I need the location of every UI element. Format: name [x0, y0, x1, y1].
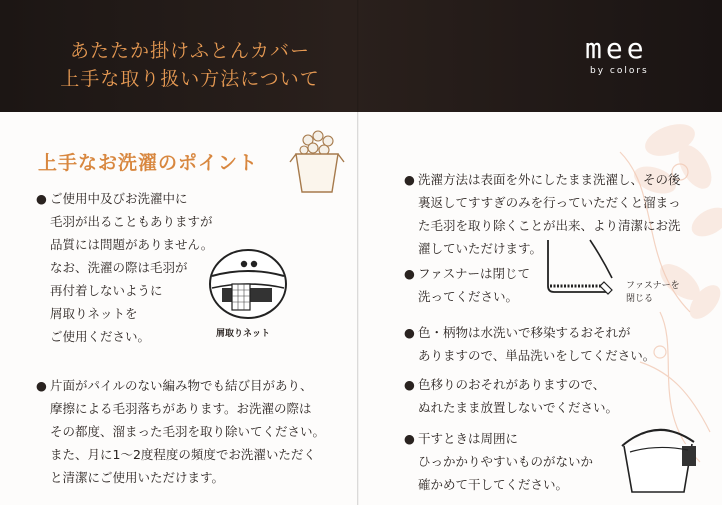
washing-machine-icon: [206, 244, 290, 322]
text-line: 閉じる: [626, 294, 654, 304]
bullet: ●: [36, 191, 47, 206]
text-line: 裏返してすすぎのみを行っていただくと溜まっ: [418, 195, 681, 210]
bullet: ●: [404, 325, 415, 340]
right-item-3: [404, 321, 656, 367]
bullet: ●: [404, 266, 415, 281]
text-line: ありますので、単品洗いをしてください。: [418, 348, 656, 363]
laundry-basket-icon: [288, 126, 346, 194]
drying-icon: [612, 416, 702, 494]
text-line: た毛羽を取り除くことが出来、より清潔にお洗: [418, 218, 681, 233]
left-item-1: [36, 187, 214, 348]
zipper-icon: [546, 238, 622, 296]
text-line: 屑取りネットを: [50, 306, 138, 321]
text-line: ぬれたまま放置しないでください。: [418, 400, 619, 415]
text-line: 毛羽が出ることもありますが: [50, 214, 213, 229]
brand-logo: mee: [585, 32, 648, 65]
text-line: 摩擦による毛羽落ちがあります。お洗濯の際は: [50, 401, 312, 416]
text-line: 洗濯方法は表面を外にしたまま洗濯し、その後: [418, 172, 681, 187]
bullet: ●: [404, 172, 415, 187]
bullet: ●: [36, 378, 47, 393]
zipper-caption: [626, 280, 680, 306]
text-line: 確かめて干してください。: [418, 477, 569, 492]
text-line: 干すときは周囲に: [418, 431, 519, 446]
text-line: 再付着しないように: [50, 283, 163, 298]
left-item-2: [36, 374, 326, 489]
text-line: ひっかかりやすいものがないか: [418, 454, 594, 469]
bullet: ●: [404, 377, 415, 392]
text-line: ファスナーを: [626, 281, 680, 291]
text-line: ご使用中及びお洗濯中に: [50, 191, 188, 206]
text-line: 色移りのおそれがありますので、: [418, 377, 606, 392]
text-line: 片面がパイルのない編み物でも結び目があり、: [50, 378, 313, 393]
text-line: 濯していただけます。: [418, 241, 543, 256]
text-line: なお、洗濯の際は毛羽が: [50, 260, 188, 275]
header-title-line2: 上手な取り扱い方法について: [60, 68, 320, 90]
header-title-line1: あたたか掛けふとんカバー: [69, 40, 310, 62]
right-item-4: [404, 373, 619, 419]
page-fold: [357, 0, 359, 505]
bullet: ●: [404, 431, 415, 446]
text-line: また、月に1〜2度程度の頻度でお洗濯いただく: [50, 447, 316, 462]
text-line: ファスナーは閉じて: [418, 266, 531, 281]
text-line: 品質には問題がありません。: [50, 237, 214, 252]
text-line: 色・柄物は水洗いで移染するおそれが: [418, 325, 631, 340]
right-item-5: [404, 427, 594, 496]
lint-net-caption: 屑取りネット: [216, 329, 271, 339]
brand-tagline: by colors: [590, 66, 649, 76]
header-band: [0, 0, 722, 112]
text-line: ご使用ください。: [50, 329, 151, 344]
text-line: 洗ってください。: [418, 289, 519, 304]
text-line: と清潔にご使用いただけます。: [50, 470, 225, 485]
text-line: その都度、溜まった毛羽を取り除いてください。: [50, 424, 326, 439]
section-title: 上手なお洗濯のポイント: [38, 152, 259, 174]
right-item-2: [404, 262, 531, 308]
